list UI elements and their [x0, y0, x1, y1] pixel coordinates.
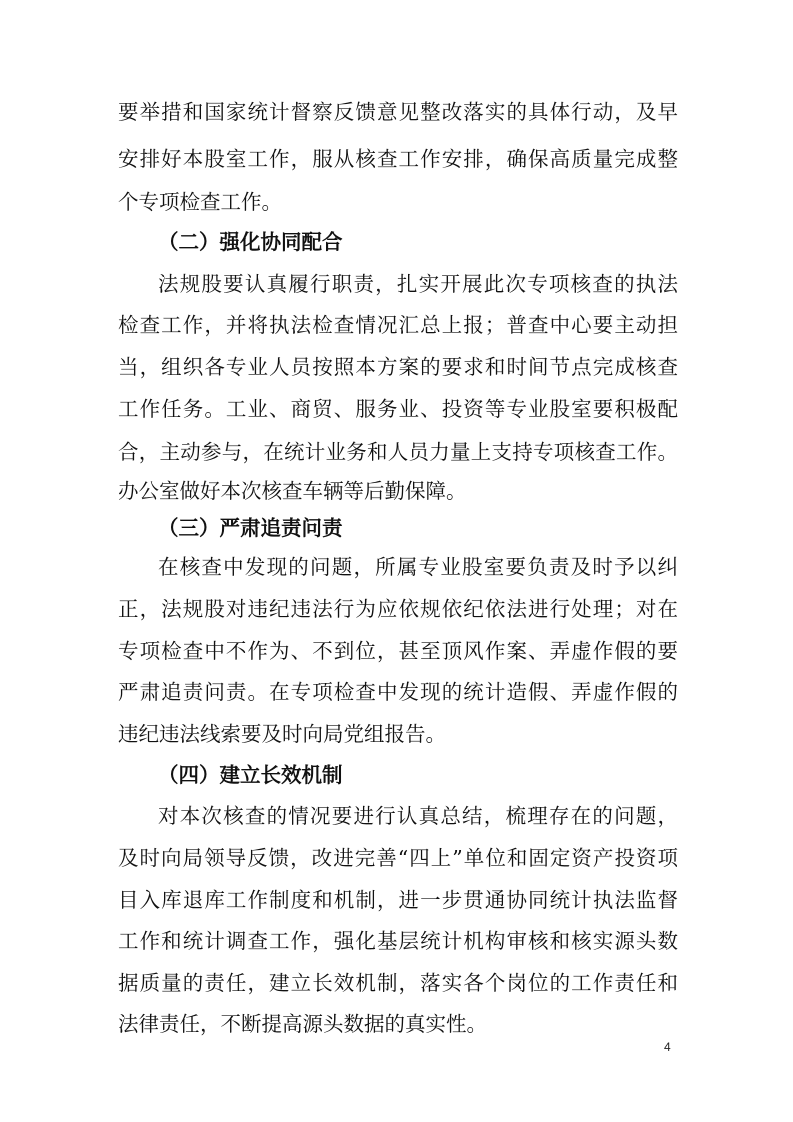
paragraph-line: 违纪违法线索要及时向局党组报告。: [118, 722, 446, 746]
paragraph-line: 法律责任，不断提高源头数据的真实性。: [118, 1012, 487, 1036]
paragraph-line: 目入库退库工作制度和机制，进一步贯通协同统计执法监督: [118, 888, 678, 912]
paragraph-line: 法规股要认真履行职责，扎实开展此次专项核查的执法: [158, 272, 678, 296]
paragraph-line: 当，组织各专业人员按照本方案的要求和时间节点完成核查: [118, 355, 678, 379]
paragraph-line: 对本次核查的情况要进行认真总结，梳理存在的问题，: [158, 804, 678, 828]
paragraph-line: 专项检查中不作为、不到位，甚至顶风作案、弄虚作假的要: [118, 639, 678, 663]
section-heading-4: （四）建立长效机制: [158, 763, 343, 787]
paragraph-line: 严肃追责问责。在专项检查中发现的统计造假、弄虚作假的: [118, 680, 678, 704]
paragraph-line: 要举措和国家统计督察反馈意见整改落实的具体行动，及早: [118, 100, 678, 124]
paragraph-line: 办公室做好本次核查车辆等后勤保障。: [118, 479, 467, 503]
section-heading-3: （三）严肃追责问责: [158, 516, 343, 540]
section-heading-2: （二）强化协同配合: [158, 230, 343, 254]
paragraph-line: 合，主动参与，在统计业务和人员力量上支持专项核查工作。: [118, 440, 678, 464]
paragraph-line: 工作任务。工业、商贸、服务业、投资等专业股室要积极配: [118, 397, 678, 421]
paragraph-line: 及时向局领导反馈，改进完善“四上”单位和固定资产投资项: [118, 846, 678, 870]
paragraph-line: 检查工作，并将执法检查情况汇总上报；普查中心要主动担: [118, 313, 678, 337]
paragraph-line: 在核查中发现的问题，所属专业股室要负责及时予以纠: [158, 555, 678, 579]
paragraph-line: 个专项检查工作。: [118, 190, 282, 214]
paragraph-line: 工作和统计调查工作，强化基层统计机构审核和核实源头数: [118, 929, 678, 953]
paragraph-line: 据质量的责任，建立长效机制，落实各个岗位的工作责任和: [118, 971, 678, 995]
paragraph-line: 正，法规股对违纪违法行为应依规依纪依法进行处理；对在: [118, 597, 678, 621]
page-number: 4: [664, 1040, 671, 1054]
paragraph-line: 安排好本股室工作，服从核查工作安排，确保高质量完成整: [118, 147, 678, 171]
